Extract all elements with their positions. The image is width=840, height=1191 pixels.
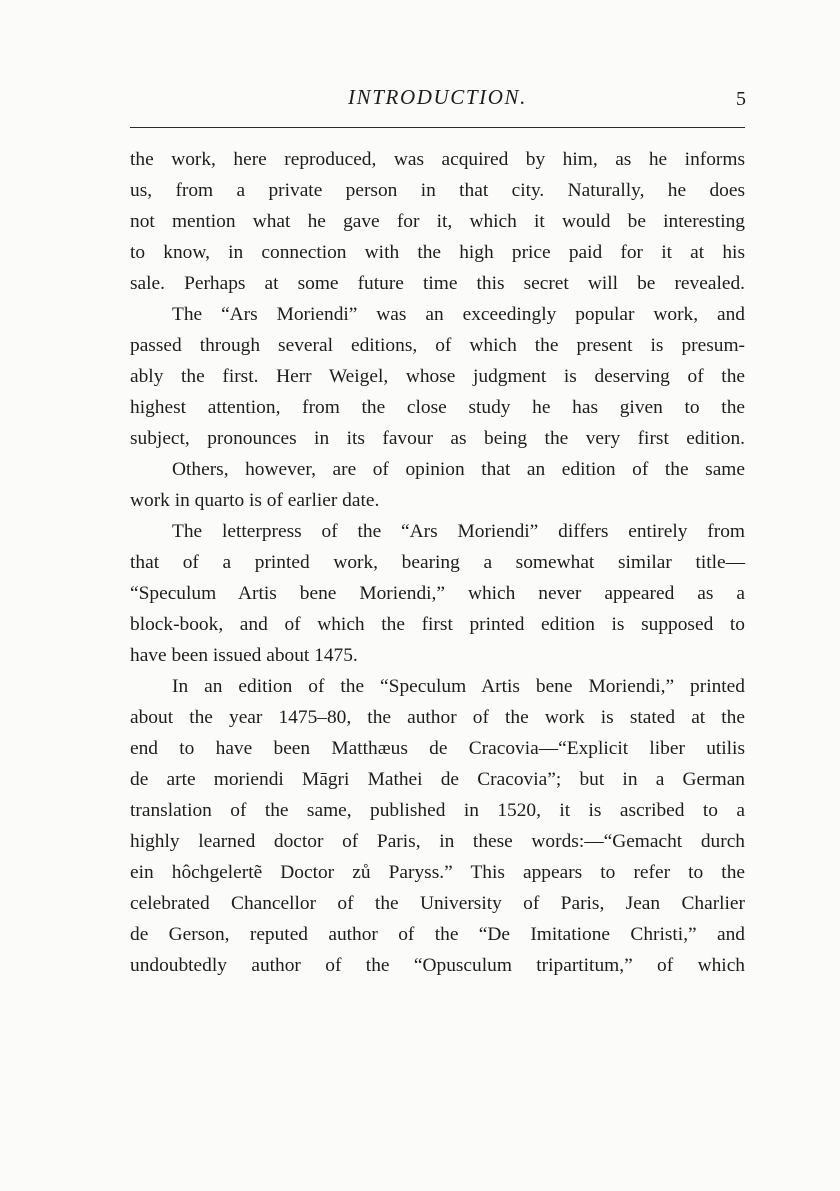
text-line: to know, in connection with the high price paid for it at his [130,242,745,263]
text-line: us, from a private person in that city. Naturally, he does [130,180,745,201]
text-line: subject, pronounces in its favour as being the very first edition. [130,428,745,449]
text-line: celebrated Chancellor of the University of Paris, Jean Charlier [130,893,745,914]
text-line: de Gerson, reputed author of the “De Imitatione Christi,” and [130,924,745,945]
header-rule [130,127,745,128]
text-line: that of a printed work, bearing a somewhat similar title— [130,552,745,573]
text-line: ably the first. Herr Weigel, whose judgment is deserving of the [130,366,745,387]
text-line: block-book, and of which the first printed edition is supposed to [130,614,745,635]
text-line: de arte moriendi Māgri Mathei de Cracovia”; but in a German [130,769,745,790]
paragraph-first-line: The “Ars Moriendi” was an exceedingly popular work, and [172,304,745,325]
body-text [130,144,745,981]
running-title: INTRODUCTION. [348,85,527,109]
text-line: passed through several editions, of which the present is presum- [130,335,745,356]
paragraph-first-line: The letterpress of the “Ars Moriendi” differs entirely from [172,521,745,542]
text-line: about the year 1475–80, the author of the work is stated at the [130,707,745,728]
text-line: highly learned doctor of Paris, in these words:—“Gemacht durch [130,831,745,852]
page-number: 5 [736,88,746,110]
text-line: translation of the same, published in 1520, it is ascribed to a [130,800,745,821]
paragraph-last-line: have been issued about 1475. [130,645,358,666]
text-line: “Speculum Artis bene Moriendi,” which never appeared as a [130,583,745,604]
paragraph-last-line: work in quarto is of earlier date. [130,490,380,511]
paragraph-first-line: Others, however, are of opinion that an edition of the same [172,459,745,480]
text-line: not mention what he gave for it, which it would be interesting [130,211,745,232]
text-line: end to have been Matthæus de Cracovia—“Explicit liber utilis [130,738,745,759]
paragraph-first-line: In an edition of the “Speculum Artis bene Moriendi,” printed [172,676,745,697]
text-line: undoubtedly author of the “Opusculum tripartitum,” of which [130,955,745,976]
text-line: ein hôchgelertẽ Doctor zů Paryss.” This appears to refer to the [130,862,745,883]
text-line: sale. Perhaps at some future time this secret will be revealed. [130,273,745,294]
text-line: highest attention, from the close study he has given to the [130,397,745,418]
text-line: the work, here reproduced, was acquired by him, as he informs [130,149,745,170]
